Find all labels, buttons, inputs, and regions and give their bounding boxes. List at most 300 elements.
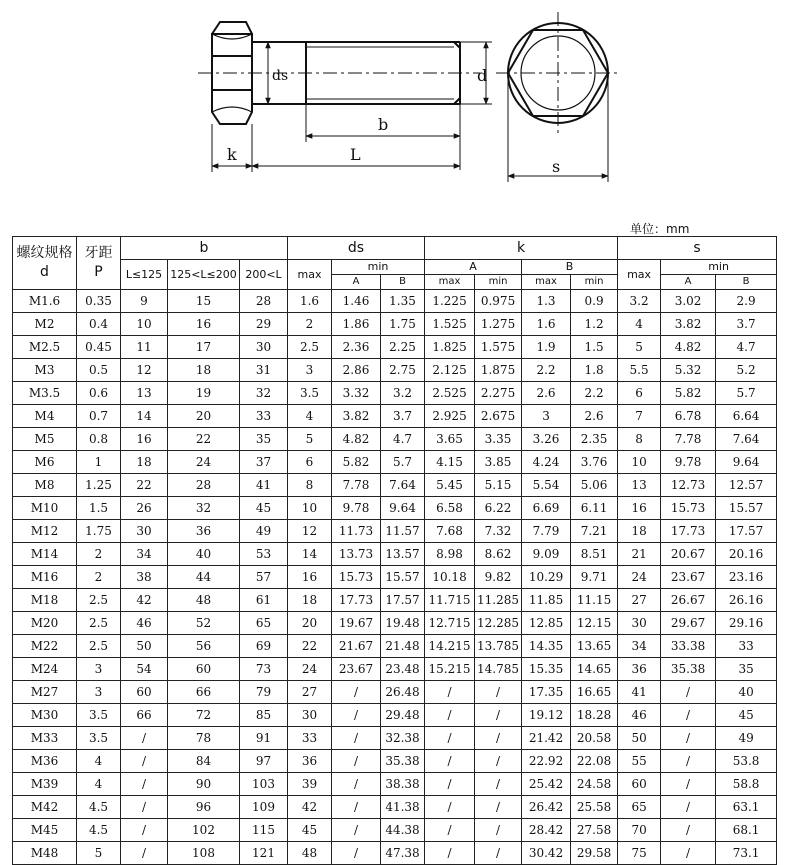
header-s-min-a: A [661, 275, 716, 290]
table-cell: 26.48 [381, 681, 425, 704]
table-cell: 75 [618, 842, 661, 865]
table-cell: 3.82 [332, 405, 381, 428]
table-cell: 27.58 [571, 819, 618, 842]
table-cell: 1 [77, 451, 121, 474]
table-cell: 97 [240, 750, 288, 773]
table-cell: / [425, 750, 475, 773]
table-cell: / [121, 796, 168, 819]
table-row [13, 543, 777, 566]
table-cell: 9.78 [332, 497, 381, 520]
header-b: b [121, 237, 288, 260]
table-cell: 15.73 [661, 497, 716, 520]
table-cell: 42 [121, 589, 168, 612]
table-cell: 48 [168, 589, 240, 612]
table-cell: 16 [168, 313, 240, 336]
table-cell: 56 [168, 635, 240, 658]
table-cell: / [661, 773, 716, 796]
table-row [13, 497, 777, 520]
table-cell: 3.2 [618, 290, 661, 313]
table-cell: / [661, 727, 716, 750]
table-cell: 18.28 [571, 704, 618, 727]
table-cell: 5.82 [661, 382, 716, 405]
table-cell: 54 [121, 658, 168, 681]
table-cell: 5 [618, 336, 661, 359]
table-cell: 23.48 [381, 658, 425, 681]
table-cell: 17 [168, 336, 240, 359]
table-cell: 5.82 [332, 451, 381, 474]
table-cell: 3.2 [381, 382, 425, 405]
table-cell: / [332, 842, 381, 865]
table-cell: 1.25 [77, 474, 121, 497]
table-cell: 2.9 [716, 290, 777, 313]
table-cell: 4.82 [661, 336, 716, 359]
table-cell: 73.1 [716, 842, 777, 865]
table-cell: 3.85 [475, 451, 522, 474]
row-spec-cell: M18 [13, 589, 77, 612]
table-cell: 5.7 [381, 451, 425, 474]
table-cell: 46 [121, 612, 168, 635]
table-row [13, 313, 777, 336]
table-cell: / [475, 796, 522, 819]
table-cell: 7.78 [332, 474, 381, 497]
table-cell: 10 [618, 451, 661, 474]
table-cell: 7.32 [475, 520, 522, 543]
header-spec-symbol: d [40, 264, 49, 280]
table-cell: 35 [716, 658, 777, 681]
table-cell: / [121, 819, 168, 842]
table-cell: 28 [240, 290, 288, 313]
header-k-grade-b: B [522, 260, 618, 275]
row-spec-cell: M10 [13, 497, 77, 520]
header-k-b-min: min [571, 275, 618, 290]
table-cell: / [425, 727, 475, 750]
table-cell: 3.26 [522, 428, 571, 451]
table-cell: 9.71 [571, 566, 618, 589]
table-row [13, 451, 777, 474]
table-cell: 4.82 [332, 428, 381, 451]
table-cell: 29.67 [661, 612, 716, 635]
table-cell: 36 [618, 658, 661, 681]
header-s-min-b: B [716, 275, 777, 290]
table-cell: 33 [716, 635, 777, 658]
table-cell: 24 [288, 658, 332, 681]
table-cell: 20.16 [716, 543, 777, 566]
table-cell: 3.82 [661, 313, 716, 336]
table-cell: 15.35 [522, 658, 571, 681]
table-cell: 29 [240, 313, 288, 336]
table-cell: 16 [288, 566, 332, 589]
header-k-grade-a: A [425, 260, 522, 275]
header-ds: ds [288, 237, 425, 260]
header-ds-min-b: B [381, 275, 425, 290]
table-cell: / [661, 681, 716, 704]
table-cell: 13 [618, 474, 661, 497]
table-cell: 5.2 [716, 359, 777, 382]
row-spec-cell: M12 [13, 520, 77, 543]
table-cell: 1.8 [571, 359, 618, 382]
table-cell: 10.18 [425, 566, 475, 589]
table-cell: 12.715 [425, 612, 475, 635]
label-L: L [350, 145, 361, 164]
table-cell: 10.29 [522, 566, 571, 589]
row-spec-cell: M14 [13, 543, 77, 566]
table-cell: 4.15 [425, 451, 475, 474]
table-cell: 21.48 [381, 635, 425, 658]
table-cell: 1.35 [381, 290, 425, 313]
table-cell: / [475, 727, 522, 750]
table-cell: 39 [288, 773, 332, 796]
table-cell: 38 [121, 566, 168, 589]
table-cell: 5.32 [661, 359, 716, 382]
table-cell: 4 [288, 405, 332, 428]
table-cell: / [332, 750, 381, 773]
row-spec-cell: M24 [13, 658, 77, 681]
table-cell: 4 [77, 750, 121, 773]
table-cell: 18 [121, 451, 168, 474]
table-cell: 16 [121, 428, 168, 451]
table-cell: 6 [618, 382, 661, 405]
table-cell: 29.16 [716, 612, 777, 635]
row-spec-cell: M20 [13, 612, 77, 635]
table-cell: 6.78 [661, 405, 716, 428]
table-row [13, 520, 777, 543]
row-spec-cell: M2 [13, 313, 77, 336]
table-cell: 11.285 [475, 589, 522, 612]
table-cell: 27 [618, 589, 661, 612]
table-cell: 40 [168, 543, 240, 566]
table-cell: 2.675 [475, 405, 522, 428]
table-cell: 2.86 [332, 359, 381, 382]
table-cell: 15.215 [425, 658, 475, 681]
table-cell: 0.45 [77, 336, 121, 359]
table-cell: 13 [121, 382, 168, 405]
table-row [13, 704, 777, 727]
table-cell: 23.16 [716, 566, 777, 589]
table-cell: 15.57 [716, 497, 777, 520]
table-cell: 4.5 [77, 796, 121, 819]
table-cell: 3 [77, 681, 121, 704]
table-cell: 103 [240, 773, 288, 796]
table-cell: 2 [77, 566, 121, 589]
table-cell: 69 [240, 635, 288, 658]
table-cell: / [121, 727, 168, 750]
table-cell: 1.575 [475, 336, 522, 359]
table-cell: 0.6 [77, 382, 121, 405]
table-cell: 90 [168, 773, 240, 796]
table-cell: 35.38 [381, 750, 425, 773]
header-k: k [425, 237, 618, 260]
table-cell: 3.32 [332, 382, 381, 405]
table-cell: 5.5 [618, 359, 661, 382]
table-cell: 1.75 [77, 520, 121, 543]
table-cell: 5.7 [716, 382, 777, 405]
table-cell: 108 [168, 842, 240, 865]
table-cell: 13.785 [475, 635, 522, 658]
table-cell: 1.3 [522, 290, 571, 313]
row-spec-cell: M27 [13, 681, 77, 704]
table-cell: 8 [618, 428, 661, 451]
table-cell: 14 [288, 543, 332, 566]
header-s-max: max [618, 260, 661, 290]
table-cell: 0.8 [77, 428, 121, 451]
table-cell: 28.42 [522, 819, 571, 842]
table-row [13, 336, 777, 359]
table-cell: 11 [121, 336, 168, 359]
table-cell: 109 [240, 796, 288, 819]
table-cell: 20.67 [661, 543, 716, 566]
table-cell: 44 [168, 566, 240, 589]
table-cell: 6.58 [425, 497, 475, 520]
table-cell: 85 [240, 704, 288, 727]
label-b: b [378, 115, 389, 134]
table-cell: 7.64 [381, 474, 425, 497]
table-cell: 2.525 [425, 382, 475, 405]
table-row [13, 750, 777, 773]
table-cell: 2.75 [381, 359, 425, 382]
table-cell: 30.42 [522, 842, 571, 865]
header-pitch-symbol: P [94, 264, 103, 280]
table-cell: 72 [168, 704, 240, 727]
bolt-dimensions [198, 42, 492, 172]
table-cell: 1.525 [425, 313, 475, 336]
header-k-b-max: max [522, 275, 571, 290]
table-row [13, 589, 777, 612]
table-cell: 17.73 [332, 589, 381, 612]
table-cell: 121 [240, 842, 288, 865]
header-ds-max: max [288, 260, 332, 290]
table-cell: 73 [240, 658, 288, 681]
table-row [13, 635, 777, 658]
table-cell: 21.42 [522, 727, 571, 750]
table-cell: 37 [240, 451, 288, 474]
header-b-col-3: 200<L [240, 260, 288, 290]
table-cell: 35 [240, 428, 288, 451]
table-cell: 14.65 [571, 658, 618, 681]
table-cell: 17.57 [381, 589, 425, 612]
table-cell: 11.85 [522, 589, 571, 612]
table-cell: 9.09 [522, 543, 571, 566]
table-cell: 3.7 [716, 313, 777, 336]
table-cell: 115 [240, 819, 288, 842]
table-cell: 33 [240, 405, 288, 428]
table-cell: 14 [121, 405, 168, 428]
table-cell: 7.78 [661, 428, 716, 451]
row-spec-cell: M45 [13, 819, 77, 842]
header-spec [13, 237, 77, 290]
table-cell: 6.69 [522, 497, 571, 520]
table-cell: 8.51 [571, 543, 618, 566]
table-cell: 48 [288, 842, 332, 865]
table-cell: 32 [240, 382, 288, 405]
table-cell: 5.45 [425, 474, 475, 497]
table-cell: 4 [618, 313, 661, 336]
table-cell: 3.35 [475, 428, 522, 451]
header-ds-min-a: A [332, 275, 381, 290]
table-cell: 22.08 [571, 750, 618, 773]
table-cell: 7.68 [425, 520, 475, 543]
table-cell: 20.58 [571, 727, 618, 750]
table-cell: / [121, 750, 168, 773]
table-cell: 61 [240, 589, 288, 612]
table-cell: 30 [121, 520, 168, 543]
table-cell: 20 [288, 612, 332, 635]
table-cell: 8.98 [425, 543, 475, 566]
table-cell: 34 [618, 635, 661, 658]
table-cell: 63.1 [716, 796, 777, 819]
table-cell: 9.82 [475, 566, 522, 589]
table-cell: / [121, 842, 168, 865]
table-cell: 10 [288, 497, 332, 520]
header-b-col-2: 125<L≤200 [168, 260, 240, 290]
table-cell: 41 [240, 474, 288, 497]
header-k-a-max: max [425, 275, 475, 290]
table-cell: 5 [288, 428, 332, 451]
table-row [13, 566, 777, 589]
table-cell: 2.2 [571, 382, 618, 405]
table-cell: 44.38 [381, 819, 425, 842]
table-cell: 18 [288, 589, 332, 612]
table-cell: 3.02 [661, 290, 716, 313]
table-cell: 55 [618, 750, 661, 773]
table-cell: / [425, 796, 475, 819]
table-cell: 13.73 [332, 543, 381, 566]
table-cell: 9 [121, 290, 168, 313]
header-s: s [618, 237, 777, 260]
table-cell: 0.35 [77, 290, 121, 313]
table-cell: / [425, 773, 475, 796]
table-cell: 26.42 [522, 796, 571, 819]
table-cell: 15 [168, 290, 240, 313]
table-cell: 40 [716, 681, 777, 704]
table-cell: / [332, 819, 381, 842]
table-row [13, 428, 777, 451]
table-row [13, 612, 777, 635]
table-cell: 78 [168, 727, 240, 750]
table-cell: 16.65 [571, 681, 618, 704]
table-cell: 2.2 [522, 359, 571, 382]
table-cell: 36 [168, 520, 240, 543]
table-cell: 91 [240, 727, 288, 750]
table-cell: 53.8 [716, 750, 777, 773]
table-cell: 45 [240, 497, 288, 520]
table-cell: 33 [288, 727, 332, 750]
row-spec-cell: M5 [13, 428, 77, 451]
table-cell: 8 [288, 474, 332, 497]
table-cell: 1.2 [571, 313, 618, 336]
table-row [13, 474, 777, 497]
table-cell: 7.21 [571, 520, 618, 543]
table-cell: 31 [240, 359, 288, 382]
header-b-col-1: L≤125 [121, 260, 168, 290]
table-cell: 5.06 [571, 474, 618, 497]
table-cell: 1.875 [475, 359, 522, 382]
table-cell: / [661, 750, 716, 773]
spec-table-body [13, 290, 777, 865]
table-cell: 14.785 [475, 658, 522, 681]
table-cell: 29.58 [571, 842, 618, 865]
table-cell: 2.5 [77, 589, 121, 612]
table-cell: 34 [121, 543, 168, 566]
table-cell: 12.57 [716, 474, 777, 497]
table-cell: 19.12 [522, 704, 571, 727]
table-cell: 1.825 [425, 336, 475, 359]
label-s: s [552, 157, 561, 176]
header-ds-min: min [332, 260, 425, 275]
table-cell: 2.6 [522, 382, 571, 405]
table-cell: / [475, 681, 522, 704]
table-cell: 3.7 [381, 405, 425, 428]
table-cell: 6.11 [571, 497, 618, 520]
table-cell: 4.7 [716, 336, 777, 359]
table-cell: 19.48 [381, 612, 425, 635]
table-cell: 15.73 [332, 566, 381, 589]
table-cell: 96 [168, 796, 240, 819]
table-cell: 12.73 [661, 474, 716, 497]
table-cell: 2.125 [425, 359, 475, 382]
table-cell: 5 [77, 842, 121, 865]
table-cell: 68.1 [716, 819, 777, 842]
table-cell: 2.275 [475, 382, 522, 405]
table-cell: 1.5 [77, 497, 121, 520]
row-spec-cell: M42 [13, 796, 77, 819]
table-cell: 17.73 [661, 520, 716, 543]
table-cell: / [332, 681, 381, 704]
label-d: d [477, 66, 488, 85]
table-cell: / [332, 704, 381, 727]
table-cell: 58.8 [716, 773, 777, 796]
table-cell: 57 [240, 566, 288, 589]
table-row [13, 405, 777, 428]
table-cell: 15.57 [381, 566, 425, 589]
table-cell: 49 [716, 727, 777, 750]
table-cell: 29.48 [381, 704, 425, 727]
row-spec-cell: M4 [13, 405, 77, 428]
table-cell: 13.57 [381, 543, 425, 566]
table-cell: 24 [168, 451, 240, 474]
table-cell: 6.64 [716, 405, 777, 428]
table-row [13, 658, 777, 681]
table-cell: 1.6 [288, 290, 332, 313]
table-cell: 50 [618, 727, 661, 750]
table-cell: / [475, 773, 522, 796]
table-row [13, 842, 777, 865]
table-cell: 16 [618, 497, 661, 520]
table-cell: / [425, 842, 475, 865]
table-cell: 22 [288, 635, 332, 658]
table-cell: 18 [168, 359, 240, 382]
table-cell: 8.62 [475, 543, 522, 566]
table-cell: 60 [121, 681, 168, 704]
bolt-spec-table [12, 236, 777, 865]
table-cell: 102 [168, 819, 240, 842]
table-cell: 30 [288, 704, 332, 727]
table-cell: 22.92 [522, 750, 571, 773]
table-cell: / [661, 704, 716, 727]
table-cell: 45 [716, 704, 777, 727]
table-cell: 50 [121, 635, 168, 658]
table-cell: 60 [618, 773, 661, 796]
table-cell: / [332, 773, 381, 796]
table-cell: 9.78 [661, 451, 716, 474]
table-cell: / [661, 796, 716, 819]
table-cell: 22 [168, 428, 240, 451]
table-cell: 23.67 [332, 658, 381, 681]
table-cell: 3 [522, 405, 571, 428]
table-cell: / [332, 796, 381, 819]
table-cell: 11.15 [571, 589, 618, 612]
table-cell: / [475, 842, 522, 865]
label-ds: ds [272, 68, 289, 84]
